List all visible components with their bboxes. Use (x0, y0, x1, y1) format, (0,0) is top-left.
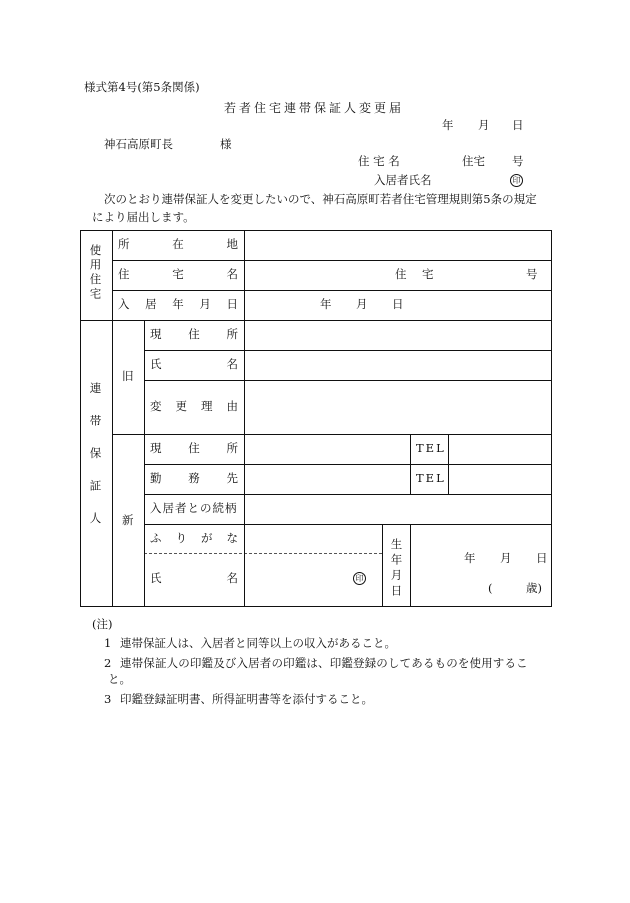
housing-name-label: 住 宅 名 (118, 267, 238, 281)
note-text-continuation: と。 (108, 672, 131, 686)
statement-line-1: 次のとおり連帯保証人を変更したいので、神石高原町若者住宅管理規則第5条の規定 (104, 192, 537, 206)
guarantor-seal-mark (353, 572, 366, 585)
applicant-housing-number: 号 (512, 154, 524, 168)
notes-heading: (注) (92, 617, 113, 631)
housing-value-number: 号 (526, 267, 538, 281)
seal-icon: 印 (353, 572, 366, 585)
birth-day: 日 (536, 551, 548, 565)
move-in-day: 日 (392, 297, 404, 311)
change-reason-label: 変 更 理 由 (150, 399, 238, 413)
applicant-housing-label: 住宅 (462, 154, 485, 168)
note-text: 印鑑登録証明書、所得証明書等を添付すること。 (120, 692, 373, 706)
statement-line-2: により届出します。 (92, 210, 195, 224)
housing-value-label: 住 宅 (395, 267, 436, 281)
old-current-address-label: 現 住 所 (150, 327, 238, 341)
old-name-label: 氏 名 (150, 357, 238, 371)
note-text: 連帯保証人は、入居者と同等以上の収入があること。 (120, 636, 396, 650)
old-guarantor-label: 旧 (122, 369, 134, 383)
section-housing-label: 使用住宅 (88, 244, 103, 302)
move-in-date-label: 入 居 年 月 日 (118, 297, 238, 311)
seal-icon: 印 (510, 174, 523, 187)
new-name-label: 氏 名 (150, 571, 238, 585)
note-number: 3 (104, 692, 112, 706)
honorific: 様 (220, 137, 232, 151)
location-label: 所 在 地 (118, 237, 238, 251)
new-guarantor-label: 新 (122, 513, 134, 527)
resident-name-label: 入居者氏名 (374, 173, 432, 187)
resident-seal-mark (510, 174, 523, 187)
addressee: 神石高原町長 (104, 137, 173, 151)
birth-month: 月 (500, 551, 512, 565)
workplace-label: 勤 務 先 (150, 471, 238, 485)
move-in-month: 月 (356, 297, 368, 311)
age-open-paren: ( (488, 581, 493, 595)
birth-year: 年 (464, 551, 476, 565)
section-guarantor-label: 連帯保証人 (88, 382, 103, 545)
age-label: 歳) (526, 581, 542, 595)
furigana-label: ふ り が な (150, 531, 238, 545)
date-year: 年 (442, 118, 454, 132)
date-day: 日 (512, 118, 524, 132)
note-number: 2 (104, 656, 112, 670)
address-tel-label: TEL (416, 441, 446, 455)
birth-date-label: 生年月日 (389, 538, 404, 600)
document-title: 若者住宅連帯保証人変更届 (224, 101, 405, 115)
move-in-year: 年 (320, 297, 332, 311)
workplace-tel-label: TEL (416, 471, 446, 485)
form-number: 様式第4号(第5条関係) (84, 80, 200, 94)
new-current-address-label: 現 住 所 (150, 441, 238, 455)
note-text: 連帯保証人の印鑑及び入居者の印鑑は、印鑑登録のしてあるものを使用するこ (120, 656, 528, 670)
applicant-housing-name-label: 住 宅 名 (358, 154, 400, 168)
date-month: 月 (478, 118, 490, 132)
relationship-label: 入居者との続柄 (150, 501, 238, 515)
note-number: 1 (104, 636, 112, 650)
